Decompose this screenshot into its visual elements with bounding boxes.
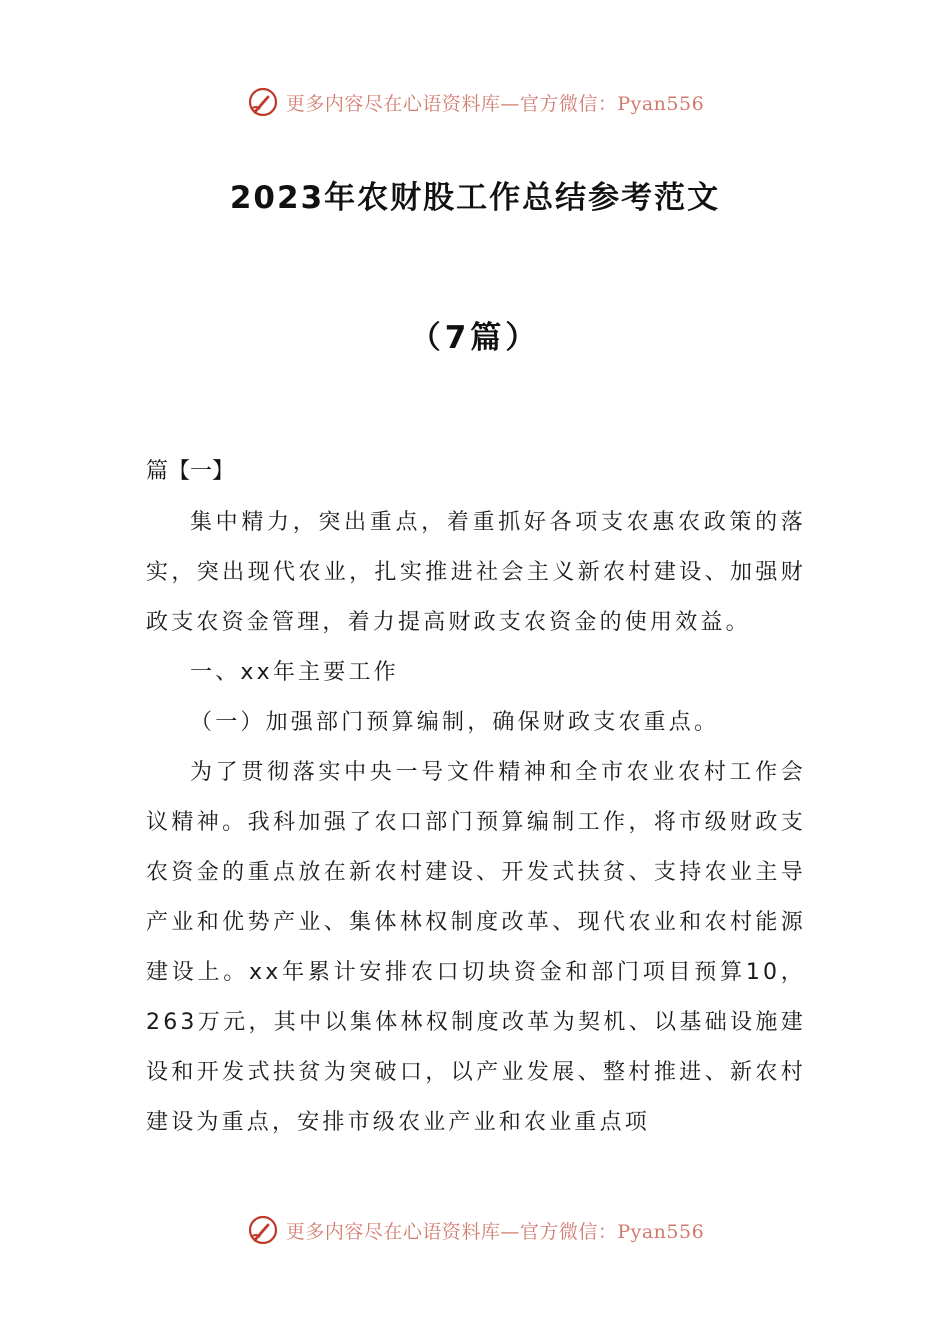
document-title: 2023年农财股工作总结参考范文 xyxy=(229,180,721,216)
paragraph-heading-main-work: 一、xx年主要工作 xyxy=(190,660,399,685)
footer-banner xyxy=(0,1210,950,1250)
document-subtitle: （7篇） xyxy=(409,320,541,356)
footer-banner-text: 更多内容尽在心语资料库—官方微信：Pyan556 xyxy=(285,1220,705,1243)
pen-nib-logo-icon xyxy=(246,1213,280,1247)
header-banner-text: 更多内容尽在心语资料库—官方微信：Pyan556 xyxy=(285,92,705,115)
paragraph-subheading-budget: （一）加强部门预算编制，确保财政支农重点。 xyxy=(190,710,720,735)
section-label: 篇【一】 xyxy=(146,459,235,484)
header-banner xyxy=(0,82,950,122)
paragraph-intro: 集中精力，突出重点，着重抓好各项支农惠农政策的落实，突出现代农业，扎实推进社会主义新农村建设、加强财政支农资金管理，着力提高财政支农资金的使用效益。 xyxy=(146,510,806,635)
pen-nib-logo-icon xyxy=(246,85,280,119)
document-body xyxy=(146,498,806,1148)
paragraph-budget-details: 为了贯彻落实中央一号文件精神和全市农业农村工作会议精神。我科加强了农口部门预算编制工作，将市级财政支农资金的重点放在新农村建设、开发式扶贫、支持农业主导产业和优势产业、集体林权制度改革、现代农业和农村能源建设上。xx年累计安排农口切块资金和部门项目预算10，263万元，其中以集体林权制度改革为契机、以基础设施建设和开发式扶贫为突破口，以产业发展、整村推进、新农村建设为重点，安排市级农业产业和农业重点项 xyxy=(146,760,806,1135)
